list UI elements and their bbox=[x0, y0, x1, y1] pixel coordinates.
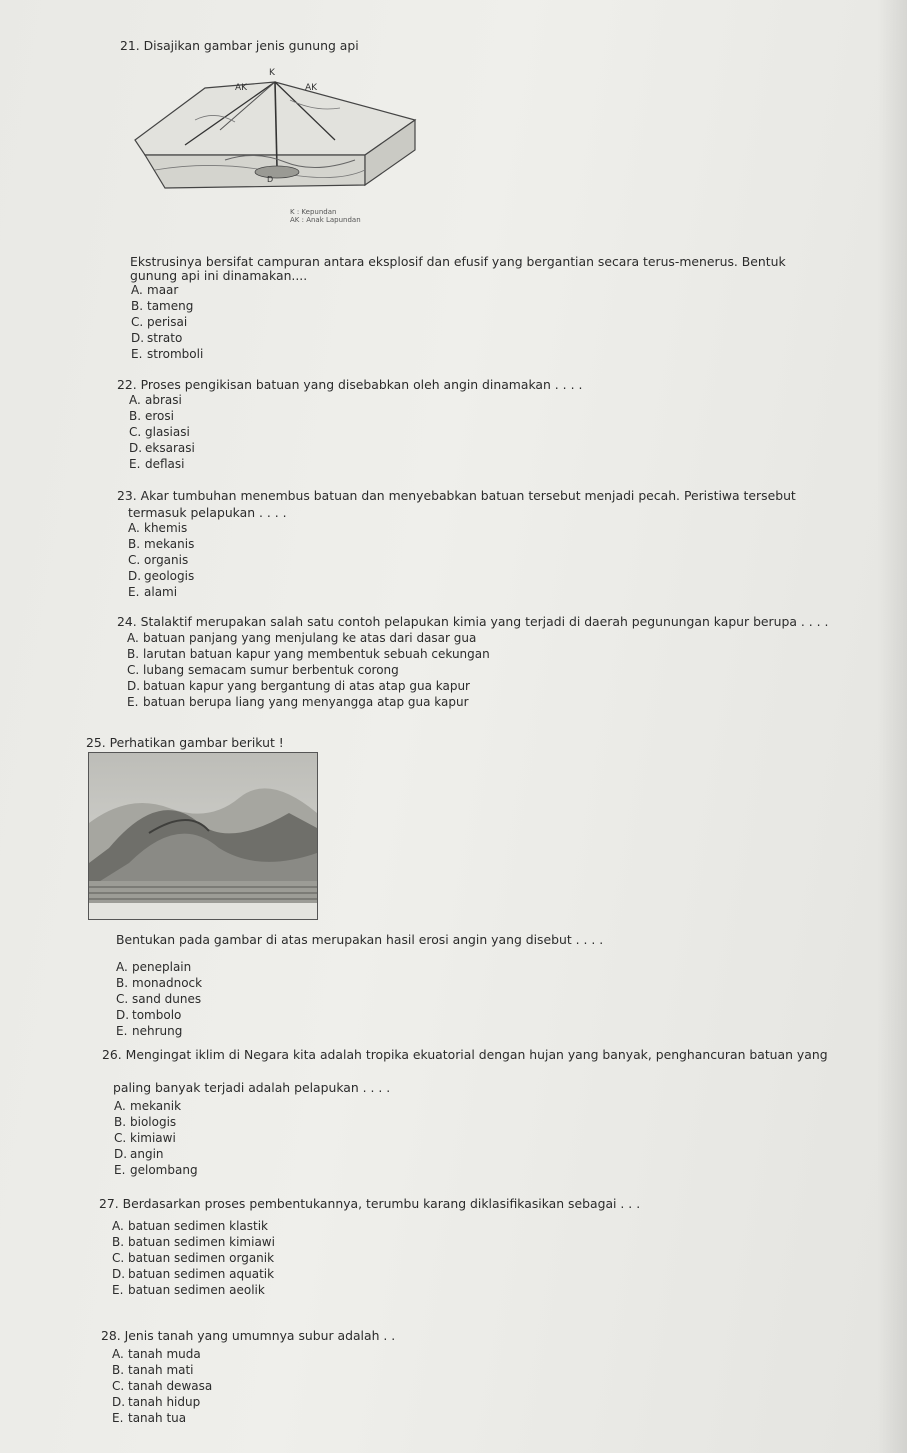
question-27-options bbox=[112, 1218, 275, 1298]
option: A. maar bbox=[131, 283, 179, 297]
question-21-text-line2: gunung api ini dinamakan.... bbox=[130, 268, 308, 283]
question-22-options bbox=[129, 392, 195, 472]
option: E. batuan berupa liang yang menyangga atap gua kapur bbox=[127, 695, 469, 709]
option: E. alami bbox=[128, 585, 178, 599]
option: A. batuan sedimen klastik bbox=[112, 1219, 269, 1233]
option: C. glasiasi bbox=[129, 425, 190, 439]
option: C. batuan sedimen organik bbox=[112, 1251, 275, 1265]
diagram-legend bbox=[290, 208, 361, 224]
option: B. larutan batuan kapur yang membentuk sebuah cekungan bbox=[127, 647, 490, 661]
question-22-text: 22. Proses pengikisan batuan yang disebabkan oleh angin dinamakan . . . . bbox=[117, 377, 583, 392]
option: A. batuan panjang yang menjulang ke atas dari dasar gua bbox=[127, 631, 477, 645]
option: E. deflasi bbox=[129, 457, 185, 471]
question-23-text-line1: 23. Akar tumbuhan menembus batuan dan menyebabkan batuan tersebut menjadi pecah. Peristiwa tersebut bbox=[117, 488, 796, 503]
sand-dunes-photo bbox=[88, 752, 318, 920]
question-23-text-line2: termasuk pelapukan . . . . bbox=[128, 505, 287, 520]
option: B. tanah mati bbox=[112, 1363, 194, 1377]
option: D. geologis bbox=[128, 569, 195, 583]
option: D. batuan sedimen aquatik bbox=[112, 1267, 275, 1281]
option: D. strato bbox=[131, 331, 183, 345]
option: A. khemis bbox=[128, 521, 188, 535]
label-k: K bbox=[269, 68, 275, 78]
question-26-options bbox=[114, 1098, 198, 1178]
option: C. kimiawi bbox=[114, 1131, 176, 1145]
question-26-text-line2: paling banyak terjadi adalah pelapukan . . . . bbox=[113, 1080, 391, 1095]
option: D. angin bbox=[114, 1147, 164, 1161]
question-23-options bbox=[128, 520, 194, 600]
option: C. sand dunes bbox=[116, 992, 202, 1006]
option: A. tanah muda bbox=[112, 1347, 201, 1361]
option: B. monadnock bbox=[116, 976, 203, 990]
legend-ak: AK : Anak Lapundan bbox=[290, 216, 361, 224]
option: A. peneplain bbox=[116, 960, 192, 974]
label-ak-right: AK bbox=[305, 83, 318, 93]
option: B. erosi bbox=[129, 409, 174, 423]
option: D. tanah hidup bbox=[112, 1395, 201, 1409]
page-edge-shadow bbox=[877, 0, 907, 1453]
option: A. abrasi bbox=[129, 393, 182, 407]
option: E. gelombang bbox=[114, 1163, 198, 1177]
question-25-text: Bentukan pada gambar di atas merupakan hasil erosi angin yang disebut . . . . bbox=[116, 932, 604, 947]
question-25-options bbox=[116, 959, 202, 1039]
question-28-options bbox=[112, 1346, 212, 1426]
option: D. tombolo bbox=[116, 1008, 182, 1022]
question-21-title: 21. Disajikan gambar jenis gunung api bbox=[120, 38, 359, 53]
option: E. stromboli bbox=[131, 347, 204, 361]
question-26-text-line1: 26. Mengingat iklim di Negara kita adalah tropika ekuatorial dengan hujan yang banyak, penghancuran batuan yang bbox=[102, 1047, 828, 1062]
question-25-title: 25. Perhatikan gambar berikut ! bbox=[86, 735, 284, 750]
legend-k: K : Kepundan bbox=[290, 208, 337, 216]
label-ak-left: AK bbox=[235, 83, 248, 93]
option: C. tanah dewasa bbox=[112, 1379, 213, 1393]
option: B. mekanis bbox=[128, 537, 195, 551]
option: E. nehrung bbox=[116, 1024, 183, 1038]
option: B. batuan sedimen kimiawi bbox=[112, 1235, 275, 1249]
option: D. eksarasi bbox=[129, 441, 195, 455]
option: B. biologis bbox=[114, 1115, 177, 1129]
option: D. batuan kapur yang bergantung di atas atap gua kapur bbox=[127, 679, 470, 693]
option: A. mekanik bbox=[114, 1099, 182, 1113]
option: E. batuan sedimen aeolik bbox=[112, 1283, 265, 1297]
question-21-options bbox=[131, 282, 203, 362]
option: E. tanah tua bbox=[112, 1411, 187, 1425]
option: C. perisai bbox=[131, 315, 188, 329]
label-d: D bbox=[267, 175, 274, 184]
question-27-text: 27. Berdasarkan proses pembentukannya, terumbu karang diklasifikasikan sebagai . . . bbox=[99, 1196, 641, 1211]
question-21-text-line1: Ekstrusinya bersifat campuran antara eksplosif dan efusif yang bergantian secara terus-menerus. Bentuk bbox=[130, 254, 786, 269]
dunes-illustration bbox=[89, 753, 317, 919]
option: B. tameng bbox=[131, 299, 194, 313]
question-24-text: 24. Stalaktif merupakan salah satu contoh pelapukan kimia yang terjadi di daerah pegunungan kapur berupa . . . . bbox=[117, 614, 829, 629]
volcano-cross-section-diagram bbox=[125, 60, 425, 225]
question-28-text: 28. Jenis tanah yang umumnya subur adalah . . bbox=[101, 1328, 396, 1343]
question-24-options bbox=[127, 630, 490, 710]
option: C. lubang semacam sumur berbentuk corong bbox=[127, 663, 399, 677]
option: C. organis bbox=[128, 553, 189, 567]
